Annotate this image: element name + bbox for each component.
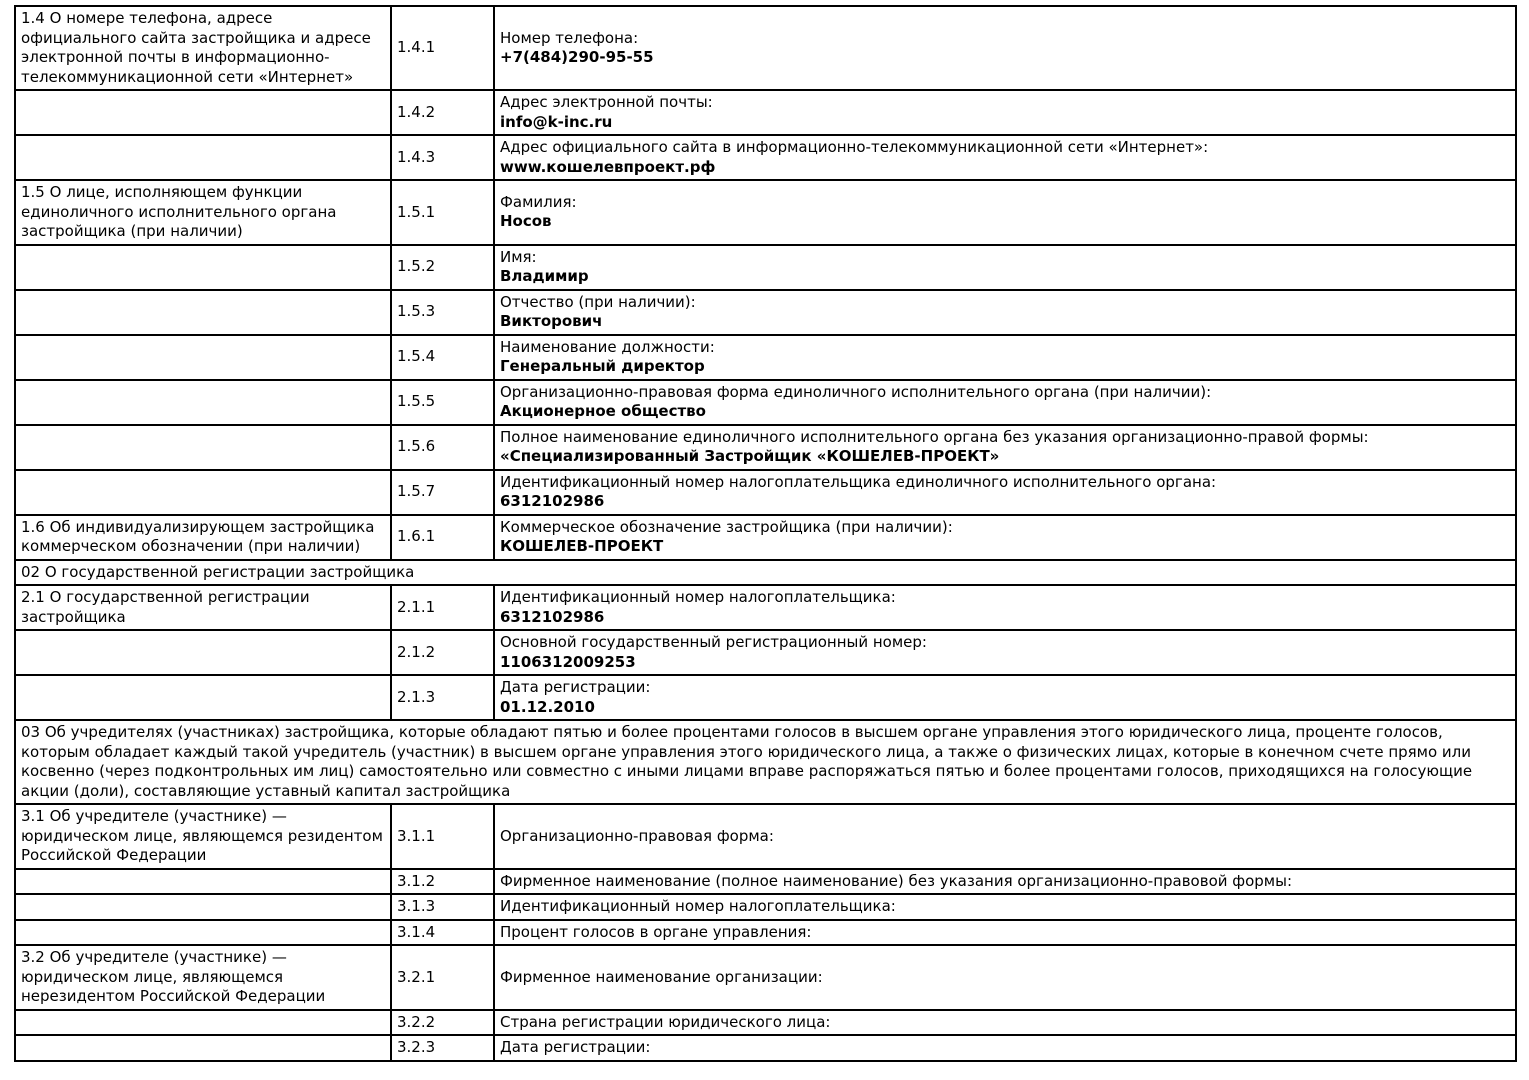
item-number: 2.1.2 [391, 630, 494, 675]
section-title [15, 630, 391, 675]
field-label: Наименование должности: [500, 337, 715, 356]
table-row [15, 920, 1516, 946]
table-row [15, 290, 1516, 335]
field-label: Фамилия: [500, 192, 577, 211]
declaration-table [14, 5, 1517, 1062]
field-value: Викторович [500, 312, 603, 330]
table-row [15, 630, 1516, 675]
section-title [15, 245, 391, 290]
section-title: 3.1 Об учредителе (участнике) — юридическом лице, являющемся резидентом Российской Федерации [15, 804, 391, 869]
field-cell [494, 470, 1516, 515]
field-cell [494, 585, 1516, 630]
section-header-text: 02 О государственной регистрации застройщика [15, 560, 1516, 586]
item-number: 1.5.6 [391, 425, 494, 470]
field-value: 1106312009253 [500, 652, 636, 671]
field-value: +7(484)290-95-55 [500, 48, 654, 66]
field-cell [494, 869, 1516, 895]
item-number: 1.5.2 [391, 245, 494, 290]
field-cell [494, 675, 1516, 720]
field-value: www.кошелевпроект.рф [500, 157, 716, 176]
section-title: 1.5 О лице, исполняющем функции единоличного исполнительного органа застройщика (при наличии) [15, 180, 391, 245]
field-cell [494, 380, 1516, 425]
section-title [15, 1035, 391, 1061]
table-row [15, 135, 1516, 180]
field-cell [494, 630, 1516, 675]
item-number: 1.5.1 [391, 180, 494, 245]
item-number: 1.5.7 [391, 470, 494, 515]
section-header-row [15, 560, 1516, 586]
item-number: 3.2.3 [391, 1035, 494, 1061]
item-number: 1.5.5 [391, 380, 494, 425]
field-label: Идентификационный номер налогоплательщика: [500, 588, 896, 606]
field-label: Имя: [500, 247, 537, 266]
item-number: 3.1.2 [391, 869, 494, 895]
table-row [15, 945, 1516, 1010]
field-cell [494, 1010, 1516, 1036]
section-title [15, 470, 391, 515]
field-cell [494, 245, 1516, 290]
table-row [15, 6, 1516, 90]
item-number: 1.5.4 [391, 335, 494, 380]
item-number: 2.1.1 [391, 585, 494, 630]
section-title [15, 90, 391, 135]
table-row [15, 869, 1516, 895]
item-number: 1.4.2 [391, 90, 494, 135]
item-number: 1.4.1 [391, 6, 494, 90]
field-cell [494, 920, 1516, 946]
table-row [15, 180, 1516, 245]
section-title [15, 290, 391, 335]
field-label: Коммерческое обозначение застройщика (при наличии): [500, 517, 953, 536]
field-cell [494, 6, 1516, 90]
field-value: КОШЕЛЕВ-ПРОЕКТ [500, 537, 664, 555]
field-label: Организационно-правовая форма: [500, 826, 774, 845]
field-label: Дата регистрации: [500, 678, 651, 696]
item-number: 1.4.3 [391, 135, 494, 180]
section-title [15, 675, 391, 720]
field-label: Фирменное наименование (полное наименование) без указания организационно-правовой формы: [500, 871, 1293, 890]
field-value: 01.12.2010 [500, 697, 595, 716]
field-value: Генеральный директор [500, 357, 705, 375]
item-number: 3.1.4 [391, 920, 494, 946]
section-title [15, 869, 391, 895]
field-label: Основной государственный регистрационный номер: [500, 633, 927, 651]
item-number: 1.5.3 [391, 290, 494, 335]
table-row [15, 585, 1516, 630]
field-value: Акционерное общество [500, 402, 706, 420]
table-row [15, 894, 1516, 920]
field-cell [494, 290, 1516, 335]
section-header-row [15, 720, 1516, 804]
field-value: 6312102986 [500, 492, 605, 510]
table-row [15, 1035, 1516, 1061]
table-row [15, 675, 1516, 720]
field-cell [494, 945, 1516, 1010]
field-label: Адрес электронной почты: [500, 93, 713, 111]
field-value: Владимир [500, 267, 589, 285]
section-header-text: 03 Об учредителях (участниках) застройщика, которые обладают пятью и более процентами голосов в высшем органе управления этого юридического лица, проценте голосов, которым обладает каждый такой учредитель (участник) в высшем органе управления этого юридического лица, а также о физических лицах, которые в конечном счете прямо или косвенно (через подконтрольных им лиц) самостоятельно или совместно с иными лицами вправе распоряжаться пятью и более процентами голосов, приходящихся на голосующие акции (доли), составляющие уставный капитал застройщика [15, 720, 1516, 804]
section-title: 3.2 Об учредителе (участнике) — юридическом лице, являющемся нерезидентом Российской Федерации [15, 945, 391, 1010]
section-title [15, 135, 391, 180]
item-number: 3.1.1 [391, 804, 494, 869]
section-title [15, 425, 391, 470]
section-title: 1.6 Об индивидуализирующем застройщика коммерческом обозначении (при наличии) [15, 515, 391, 560]
field-label: Организационно-правовая форма единоличного исполнительного органа (при наличии): [500, 382, 1212, 401]
table-row [15, 1010, 1516, 1036]
field-cell [494, 804, 1516, 869]
field-cell [494, 425, 1516, 470]
field-cell [494, 335, 1516, 380]
section-title [15, 1010, 391, 1036]
table-body [15, 6, 1516, 1061]
field-value: «Специализированный Застройщик «КОШЕЛЕВ-ПРОЕКТ» [500, 447, 1000, 465]
table-row [15, 804, 1516, 869]
field-value: Носов [500, 212, 552, 231]
field-label: Отчество (при наличии): [500, 292, 696, 311]
section-title: 1.4 О номере телефона, адресе официального сайта застройщика и адресе электронной почты в информационно-телекоммуникационной сети «Интернет» [15, 6, 391, 90]
field-label: Полное наименование единоличного исполнительного органа без указания организационно-правой формы: [500, 427, 1369, 446]
item-number: 1.6.1 [391, 515, 494, 560]
table-row [15, 425, 1516, 470]
field-cell [494, 180, 1516, 245]
table-row [15, 335, 1516, 380]
field-cell [494, 1035, 1516, 1061]
field-label: Адрес официального сайта в информационно-телекоммуникационной сети «Интернет»: [500, 138, 1209, 156]
section-title [15, 894, 391, 920]
section-title [15, 335, 391, 380]
table-row [15, 245, 1516, 290]
section-title [15, 920, 391, 946]
table-row [15, 470, 1516, 515]
field-cell [494, 135, 1516, 180]
table-row [15, 90, 1516, 135]
field-label: Номер телефона: [500, 28, 639, 47]
table-row [15, 380, 1516, 425]
field-label: Идентификационный номер налогоплательщика единоличного исполнительного органа: [500, 472, 1217, 491]
item-number: 3.2.2 [391, 1010, 494, 1036]
field-label: Фирменное наименование организации: [500, 967, 823, 986]
field-label: Дата регистрации: [500, 1038, 651, 1056]
field-cell [494, 90, 1516, 135]
section-title [15, 380, 391, 425]
field-value: 6312102986 [500, 607, 605, 626]
field-cell [494, 894, 1516, 920]
section-title: 2.1 О государственной регистрации застройщика [15, 585, 391, 630]
field-cell [494, 515, 1516, 560]
item-number: 2.1.3 [391, 675, 494, 720]
field-label: Страна регистрации юридического лица: [500, 1012, 831, 1031]
item-number: 3.1.3 [391, 894, 494, 920]
table-row [15, 515, 1516, 560]
field-value: info@k-inc.ru [500, 112, 613, 131]
item-number: 3.2.1 [391, 945, 494, 1010]
field-label: Идентификационный номер налогоплательщика: [500, 897, 896, 915]
field-label: Процент голосов в органе управления: [500, 922, 812, 941]
